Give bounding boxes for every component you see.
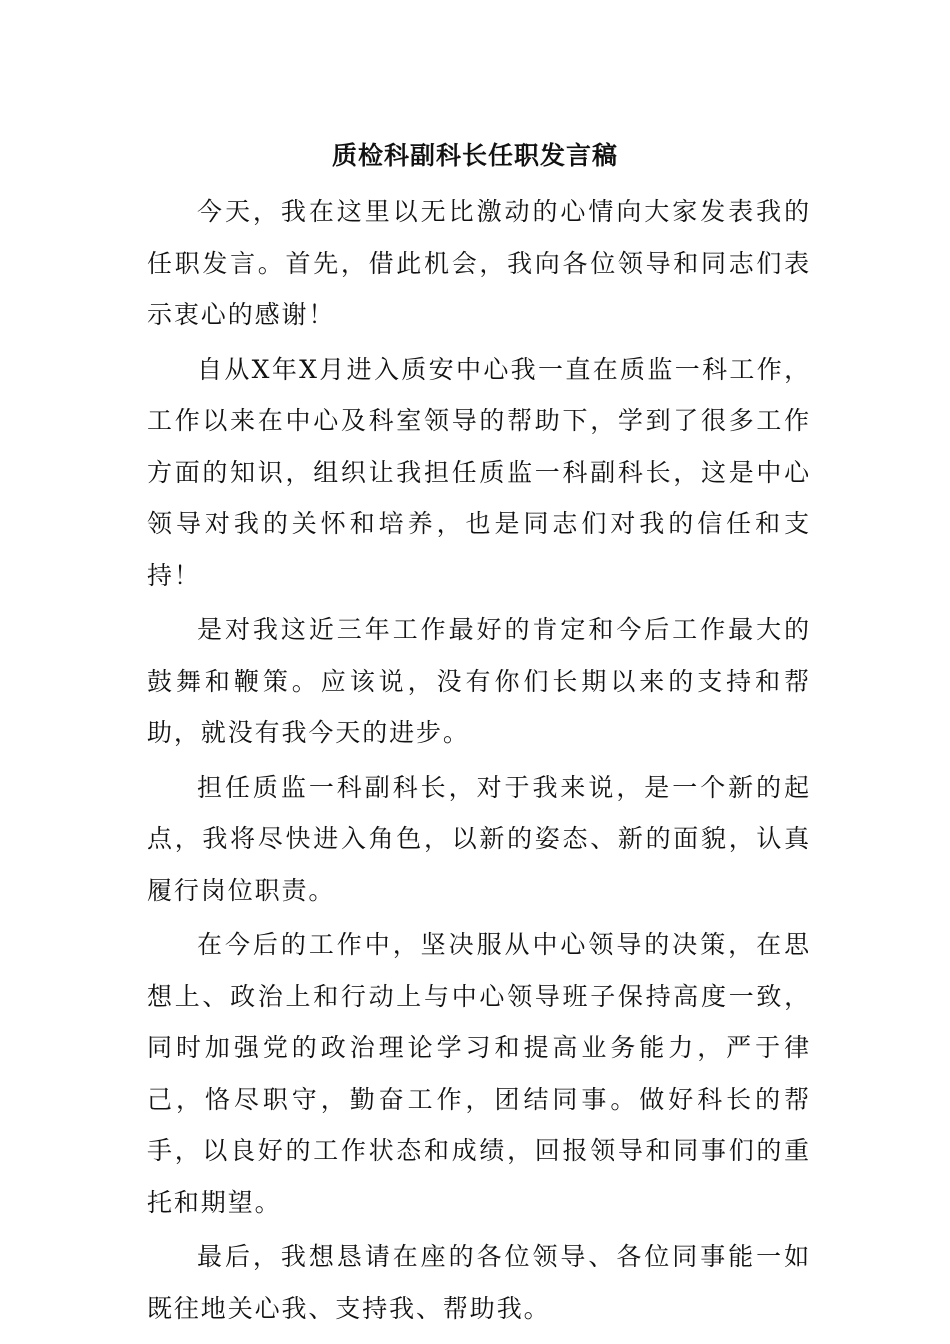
paragraph-1: 今天，我在这里以无比激动的心情向大家发表我的任职发言。首先，借此机会，我向各位领导和同志们表示衷心的感谢！ xyxy=(147,197,811,329)
document-body xyxy=(147,186,811,1337)
paragraph-2: 自从X年X月进入质安中心我一直在质监一科工作，工作以来在中心及科室领导的帮助下，学到了很多工作方面的知识，组织让我担任质监一科副科长，这是中心领导对我的关怀和培养，也是同志们对我的信任和支持！ xyxy=(147,354,811,590)
paragraph-3: 是对我这近三年工作最好的肯定和今后工作最大的鼓舞和鞭策。应该说，没有你们长期以来的支持和帮助，就没有我今天的进步。 xyxy=(147,615,811,747)
paragraph-4: 担任质监一科副科长，对于我来说，是一个新的起点，我将尽快进入角色，以新的姿态、新的面貌，认真履行岗位职责。 xyxy=(147,772,811,905)
paragraph-5: 在今后的工作中，坚决服从中心领导的决策，在思想上、政治上和行动上与中心领导班子保持高度一致，同时加强党的政治理论学习和提高业务能力，严于律己，恪尽职守，勤奋工作，团结同事。做好科长的帮手，以良好的工作状态和成绩，回报领导和同事们的重托和期望。 xyxy=(147,930,811,1217)
paragraph-6: 最后，我想恳请在座的各位领导、各位同事能一如既往地关心我、支持我、帮助我。 xyxy=(147,1242,811,1323)
document-title: 质检科副科长任职发言稿 xyxy=(331,141,618,170)
